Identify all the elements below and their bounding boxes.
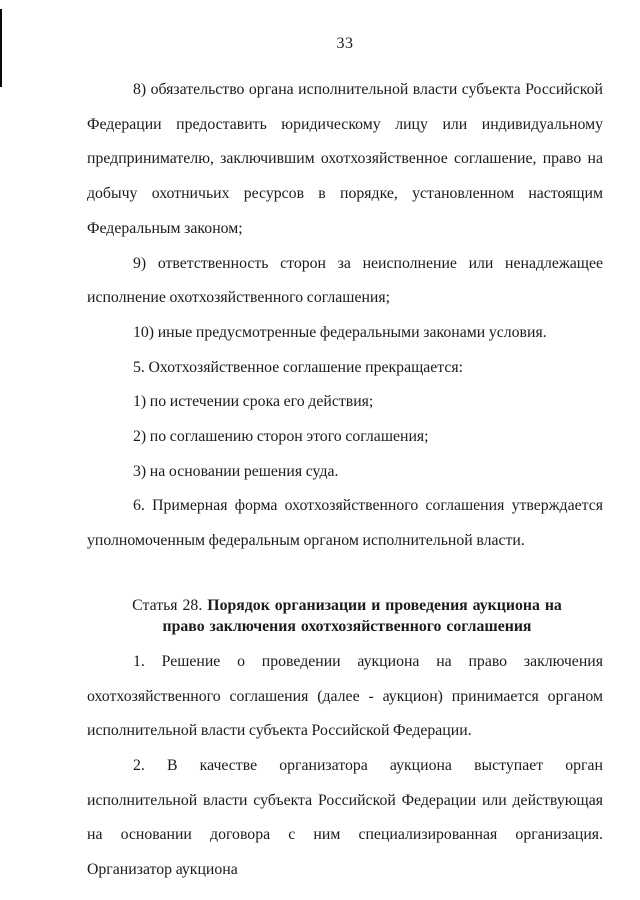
clause-10: 10) иные предусмотренные федеральными законами условия. — [133, 323, 547, 341]
article-28-heading — [87, 595, 603, 637]
clause-8: 8) обязательство органа исполнительной власти субъекта Российской Федерации предоставить юридическому лицу или индивидуальному предпринимателю, заключившим охотхозяйственное соглашение, право на добычу охотничьих ресурсов в порядке, установленном настоящим Федеральным законом; — [87, 81, 603, 237]
article-28-part-1: 1. Решение о проведении аукциона на право заключения охотхозяйственного соглашения (далее - аукцион) принимается органом исполнительной власти субъекта Российской Федерации. — [87, 652, 603, 740]
article-28-part-2: 2. В качестве организатора аукциона выступает орган исполнительной власти субъекта Российской Федерации или действующая на основании договора с ним специализированная организация. Организатор аукциона — [87, 756, 603, 879]
termination-item-1: 1) по истечении срока его действия; — [133, 393, 374, 411]
article-title: Порядок организации и проведения аукциона на право заключения охотхозяйственного соглашения — [162, 596, 562, 635]
clause-9: 9) ответственность сторон за неисполнение или ненадлежащее исполнение охотхозяйственного соглашения; — [87, 254, 603, 307]
scan-edge-mark — [0, 9, 2, 87]
termination-item-3: 3) на основании решения суда. — [133, 462, 339, 480]
document-content — [87, 73, 603, 888]
article-number-label: Статья 28. — [132, 596, 203, 614]
clause-part-6: 6. Примерная форма охотхозяйственного соглашения утверждается уполномоченным федеральным органом исполнительной власти. — [87, 497, 603, 550]
clause-part-5: 5. Охотхозяйственное соглашение прекращается: — [133, 358, 464, 376]
termination-item-2: 2) по соглашению сторон этого соглашения; — [133, 428, 429, 446]
page-number: 33 — [336, 35, 354, 52]
